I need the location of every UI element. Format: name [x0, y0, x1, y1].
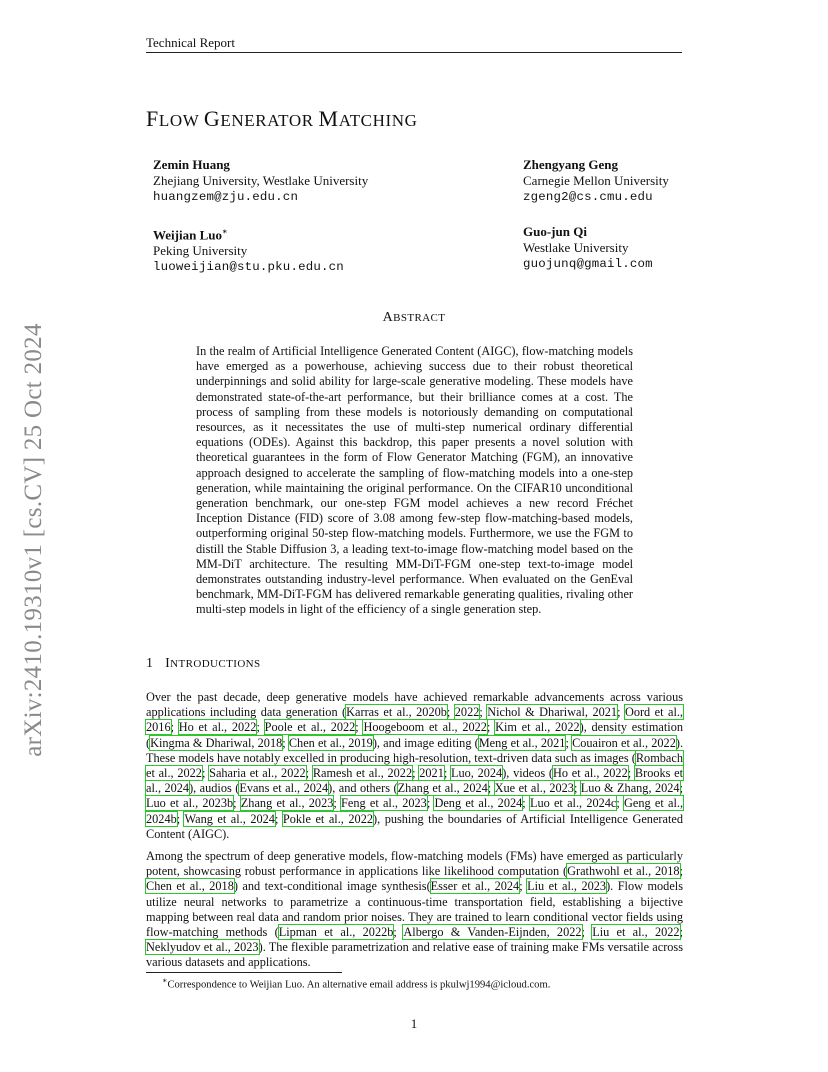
- citation-link[interactable]: Deng et al., 2024: [434, 796, 523, 811]
- footnote: ∗Correspondence to Weijian Luo. An alternative email address is pkulwj1994@icloud.com.: [162, 976, 551, 991]
- footnote-rule: [146, 972, 342, 973]
- citation-link[interactable]: Xue et al., 2023: [494, 781, 574, 796]
- author-affiliation: Zhejiang University, Westlake University: [153, 173, 369, 188]
- arxiv-stamp: arXiv:2410.19310v1 [cs.CV] 25 Oct 2024: [20, 323, 47, 757]
- citation-link[interactable]: Esser et al., 2024: [430, 879, 520, 894]
- citation-link[interactable]: Oord et al., 2016: [146, 705, 684, 735]
- citation-link[interactable]: Grathwohl et al., 2018: [567, 864, 680, 879]
- arxiv-stamp-container: [14, 310, 54, 770]
- citation-link[interactable]: Hoogeboom et al., 2022: [363, 720, 487, 735]
- author-email[interactable]: guojunq@gmail.com: [523, 257, 653, 271]
- citation-link[interactable]: Albergo & Vanden-Eijnden, 2022: [403, 925, 582, 940]
- citation-link[interactable]: Ramesh et al., 2022: [312, 766, 413, 781]
- author-block: [153, 157, 368, 205]
- citation-link[interactable]: Nichol & Dhariwal, 2021: [487, 705, 618, 720]
- citation-link[interactable]: Saharia et al., 2022: [209, 766, 306, 781]
- citation-link[interactable]: Neklyudov et al., 2023: [146, 940, 259, 955]
- author-email[interactable]: luoweijian@stu.pku.edu.cn: [153, 260, 344, 275]
- author-affiliation: Peking University: [153, 243, 248, 259]
- citation-link[interactable]: 2022: [454, 705, 480, 720]
- author-name: Weijian Luo∗: [153, 227, 228, 243]
- header-rule: [146, 52, 682, 53]
- citation-link[interactable]: Luo, 2024: [451, 766, 503, 781]
- paper-title: FLOW GENERATOR MATCHING: [146, 106, 418, 131]
- intro-paragraph-1: Over the past decade, deep generative models have achieved remarkable advancements across various applications including data generation (Karras et al., 2020b; 2022; Nichol & Dhariwal, 2021; Oord et al., 2016; Ho et al., 2022; Poole et al., 2022; Hoogeboom et al., 2022; Kim et al., 2022), density estimation (Kingma & Dhariwal, 2018; Chen et al., 2019), and image editing (Meng et al., 2021; Couairon et al., 2022). These models have notably excelled in producing high-resolution, text-driven data such as images (Rombach et al., 2022; Saharia et al., 2022; Ramesh et al., 2022; 2021; Luo, 2024), videos (Ho et al., 2022; Brooks et al., 2024), audios (Evans et al., 2024), and others (Zhang et al., 2024; Xue et al., 2023; Luo & Zhang, 2024; Luo et al., 2023b; Zhang et al., 2023; Feng et al., 2023; Deng et al., 2024; Luo et al., 2024c; Geng et al., 2024b; Wang et al., 2024; Pokle et al., 2022), pushing the boundaries of Artificial Intelligence Generated Content (AIGC).: [146, 690, 684, 841]
- author-email[interactable]: huangzem@zju.edu.cn: [153, 190, 299, 204]
- citation-link[interactable]: Luo & Zhang, 2024: [580, 781, 680, 796]
- citation-link[interactable]: Zhang et al., 2024: [397, 781, 488, 796]
- citation-link[interactable]: Wang et al., 2024: [184, 811, 275, 826]
- author-name: Zhengyang Geng: [523, 157, 618, 172]
- abstract-heading: ABSTRACT: [382, 310, 446, 325]
- citation-link[interactable]: 2021: [419, 766, 444, 781]
- citation-link[interactable]: Luo et al., 2024c: [529, 796, 617, 811]
- citation-link[interactable]: Kingma & Dhariwal, 2018: [150, 735, 283, 750]
- footnote-marker[interactable]: ∗: [222, 227, 228, 236]
- citation-link[interactable]: Poole et al., 2022: [264, 720, 356, 735]
- author-block: [523, 224, 653, 272]
- author-affiliation: Westlake University: [523, 240, 629, 255]
- citation-link[interactable]: Evans et al., 2024: [239, 781, 329, 796]
- author-block: [523, 157, 669, 205]
- citation-link[interactable]: Luo et al., 2023b: [146, 796, 234, 811]
- footnote-marker: ∗: [162, 976, 168, 985]
- citation-link[interactable]: Karras et al., 2020b: [346, 705, 447, 720]
- citation-link[interactable]: Zhang et al., 2023: [240, 796, 334, 811]
- citation-link[interactable]: Ho et al., 2022: [553, 766, 628, 781]
- page-number: 1: [410, 1016, 418, 1031]
- author-name: Guo-jun Qi: [523, 224, 587, 239]
- citation-link[interactable]: Chen et al., 2018: [146, 879, 234, 894]
- citation-link[interactable]: Rombach et al., 2022: [146, 750, 683, 781]
- citation-link[interactable]: Pokle et al., 2022: [282, 811, 373, 826]
- citation-link[interactable]: Kim et al., 2022: [495, 720, 580, 735]
- citation-link[interactable]: Meng et al., 2021: [478, 735, 566, 750]
- citation-link[interactable]: Brooks et al., 2024: [146, 766, 684, 796]
- citation-link[interactable]: Liu et al., 2022: [592, 925, 680, 940]
- author-affiliation: Carnegie Mellon University: [523, 173, 669, 188]
- citation-link[interactable]: Ho et al., 2022: [178, 720, 257, 735]
- citation-link[interactable]: Feng et al., 2023: [341, 796, 427, 811]
- author-block: [153, 224, 344, 275]
- citation-link[interactable]: Chen et al., 2019: [288, 735, 373, 750]
- author-name: Zemin Huang: [153, 157, 230, 172]
- abstract-text: In the realm of Artificial Intelligence Generated Content (AIGC), flow-matching models have emerged as a powerhouse, achieving success due to their robust theoretical underpinnings and solid ability for large-scale generative modeling. These models have demonstrated state-of-the-art performance, but their brilliance comes at a cost. The process of sampling from these models is notoriously demanding on computational resources, as it necessitates the use of multi-step numerical ordinary differential equations (ODEs). Against this backdrop, this paper presents a novel solution with theoretical guarantees in the form of Flow Generator Matching (FGM), an innovative approach designed to accelerate the sampling of flow-matching models into a one-step generation, while maintaining the original performance. On the CIFAR10 unconditional generation benchmark, our one-step FGM model achieves a new record Fréchet Inception Distance (FID) score of 3.08 among few-step flow-matching-based models, outperforming original 50-step flow-matching models. Furthermore, we use the FGM to distill the Stable Diffusion 3, a leading text-to-image flow-matching model based on the MM-DiT architecture. The resulting MM-DiT-FGM one-step text-to-image model demonstrates outstanding industry-level performance. When evaluated on the GenEval benchmark, MM-DiT-FGM has delivered remarkable generating qualities, rivaling other multi-step models in light of the efficiency of a single generation step.: [196, 344, 633, 617]
- citation-link[interactable]: Lipman et al., 2022b: [278, 925, 394, 940]
- citation-link[interactable]: Couairon et al., 2022: [572, 735, 676, 750]
- running-header: Technical Report: [146, 35, 235, 50]
- citation-link[interactable]: Geng et al., 2024b: [146, 796, 684, 826]
- section-heading: 1 INTRODUCTIONS: [146, 656, 261, 671]
- author-email[interactable]: zgeng2@cs.cmu.edu: [523, 190, 653, 204]
- citation-link[interactable]: Liu et al., 2023: [527, 879, 607, 894]
- intro-paragraph-2: Among the spectrum of deep generative models, flow-matching models (FMs) have emerged as particularly potent, showcasing robust performance in applications like likelihood computation (Grathwohl et al., 2018; Chen et al., 2018) and text-conditional image synthesis(Esser et al., 2024; Liu et al., 2023). Flow models utilize neural networks to parametrize a continuous-time transportation field, establishing a bijective mapping between real data and random prior noises. They are trained to learn conditional vector fields using flow-matching methods (Lipman et al., 2022b; Albergo & Vanden-Eijnden, 2022; Liu et al., 2022; Neklyudov et al., 2023). The flexible parametrization and relative ease of training make FMs versatile across various datasets and applications.: [146, 849, 684, 970]
